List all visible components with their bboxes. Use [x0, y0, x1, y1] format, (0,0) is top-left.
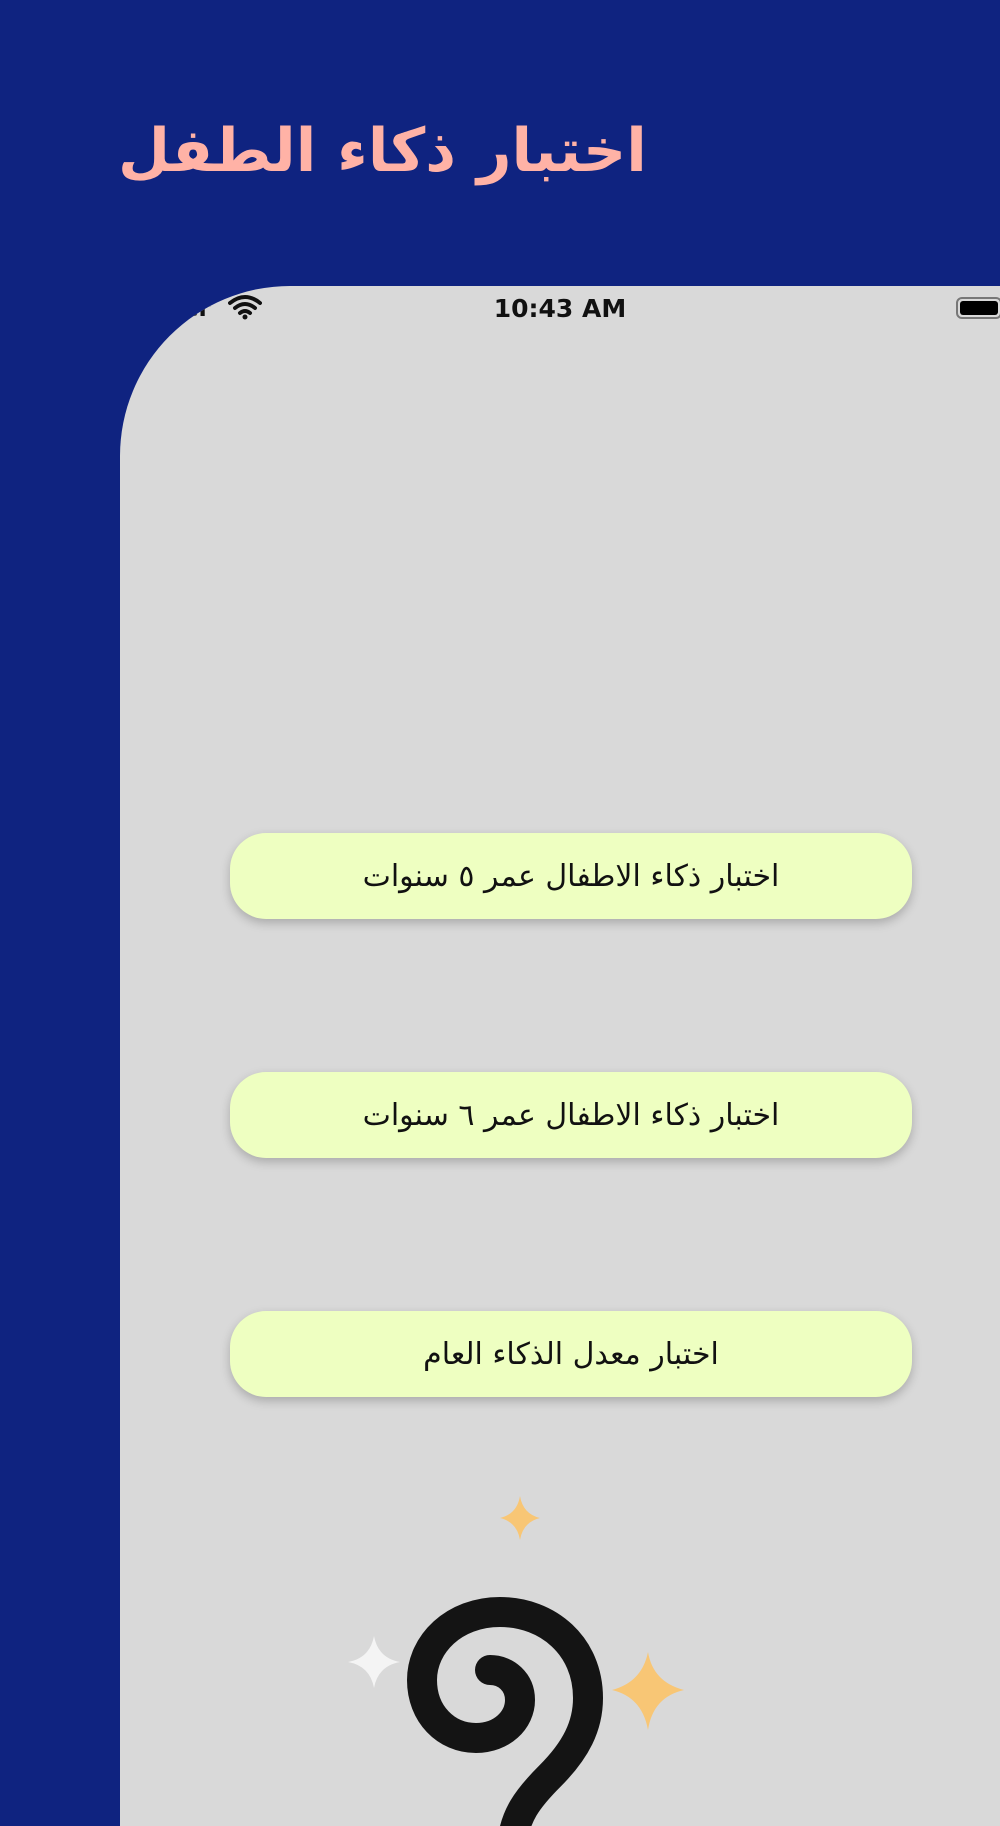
test-age-6-button[interactable]: [230, 1072, 912, 1158]
page-title: اختبار ذكاء الطفل: [118, 116, 647, 186]
status-bar: [120, 286, 1000, 330]
question-mark-illustration: [300, 1486, 720, 1826]
status-time: 10:43 AM: [493, 294, 627, 323]
wifi-icon: [228, 294, 262, 320]
test-age-6-label: اختبار ذكاء الاطفال عمر ٦ سنوات: [362, 1097, 780, 1133]
general-iq-test-label: اختبار معدل الذكاء العام: [423, 1336, 719, 1372]
test-age-5-button[interactable]: [230, 833, 912, 919]
sparkle-top-icon: [500, 1496, 540, 1540]
carrier-label: ier: [174, 294, 211, 322]
general-iq-test-button[interactable]: [230, 1311, 912, 1397]
question-mark-icon: [422, 1612, 588, 1826]
test-age-5-label: اختبار ذكاء الاطفال عمر ٥ سنوات: [362, 858, 780, 894]
battery-icon: [956, 296, 1000, 320]
app-screen: [120, 286, 1000, 1826]
sparkle-right-icon: [612, 1652, 684, 1730]
sparkle-left-icon: [348, 1636, 400, 1688]
